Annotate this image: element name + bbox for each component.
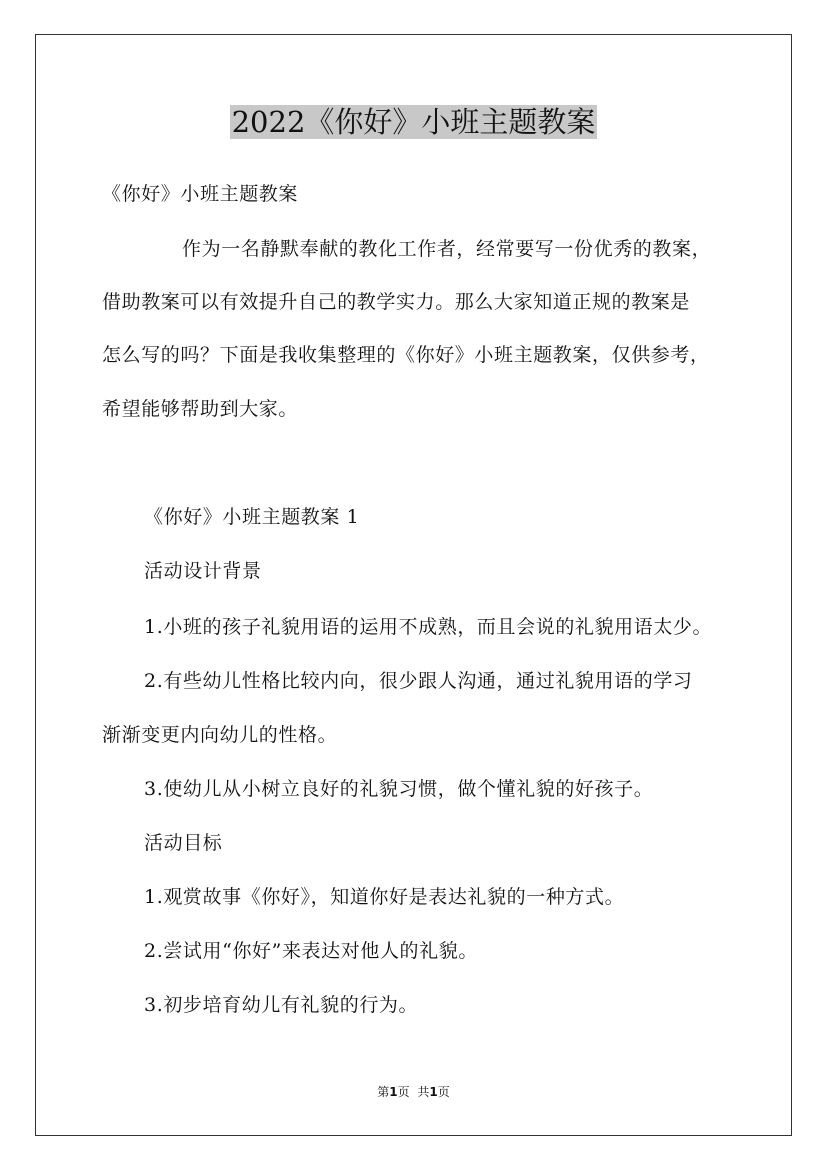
goals-item-2: 2.尝试用“你好”来表达对他人的礼貌。	[144, 940, 478, 962]
goals-item-3: 3.初步培育幼儿有礼貌的行为。	[144, 994, 419, 1016]
intro-line-3: 怎么写的吗？下面是我收集整理的《你好》小班主题教案，仅供参考，	[102, 344, 710, 366]
background-item-3: 3.使幼儿从小树立良好的礼貌习惯，做个懂礼貌的好孩子。	[144, 778, 654, 800]
background-item-2: 2.有些幼儿性格比较内向，很少跟人沟通，通过礼貌用语的学习	[144, 670, 693, 692]
intro-line-1: 作为一名静默奉献的教化工作者，经常要写一份优秀的教案，	[182, 238, 712, 260]
total-prefix: 共	[417, 1085, 430, 1099]
document-subtitle: 《你好》小班主题教案	[102, 183, 299, 205]
background-heading: 活动设计背景	[144, 560, 262, 582]
document-title-text: 2022《你好》小班主题教案	[231, 105, 596, 139]
page-current: 1	[389, 1085, 398, 1099]
intro-line-4: 希望能够帮助到大家。	[102, 398, 299, 420]
goals-heading: 活动目标	[144, 832, 223, 854]
page-prefix: 第	[377, 1085, 390, 1099]
page-suffix: 页	[397, 1085, 410, 1099]
page-total: 1	[429, 1085, 438, 1099]
document-title	[0, 102, 827, 142]
intro-line-2: 借助教案可以有效提升自己的教学实力。那么大家知道正规的教案是	[102, 291, 691, 313]
background-item-1: 1.小班的孩子礼貌用语的运用不成熟，而且会说的礼貌用语太少。	[144, 616, 713, 638]
background-item-2-cont: 渐渐变更内向幼儿的性格。	[102, 724, 338, 746]
section-title: 《你好》小班主题教案 1	[144, 506, 360, 528]
goals-item-1: 1.观赏故事《你好》，知道你好是表达礼貌的一种方式。	[144, 886, 625, 908]
page-footer	[0, 1084, 827, 1100]
total-suffix: 页	[437, 1085, 450, 1099]
